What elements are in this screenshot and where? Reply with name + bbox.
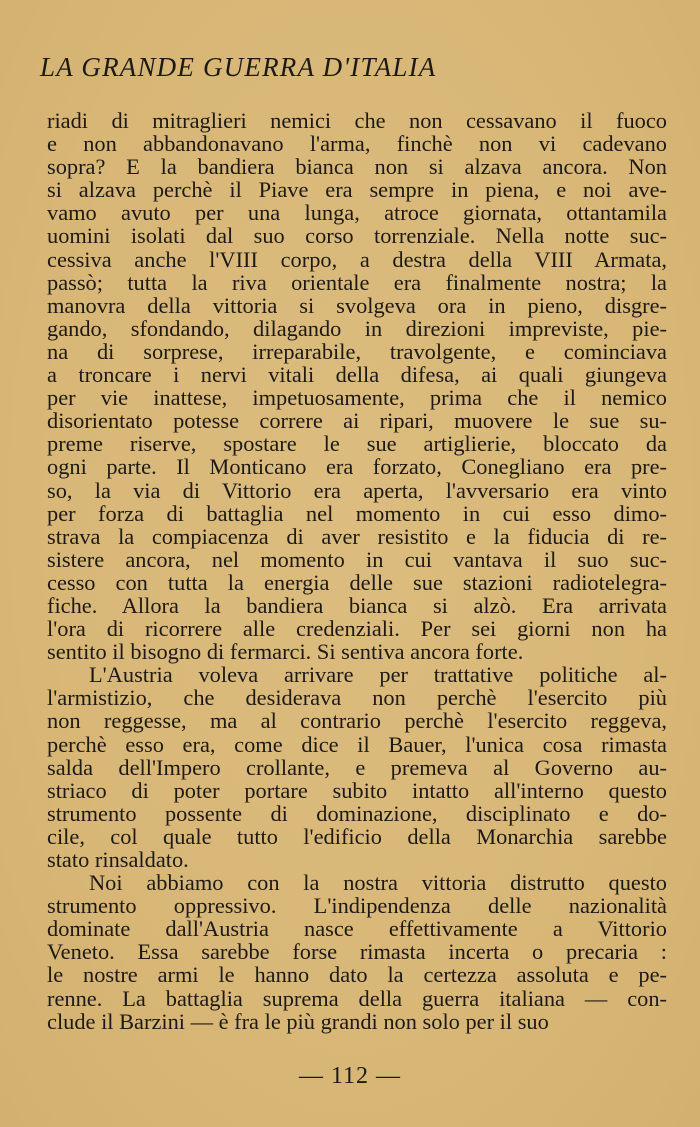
text-line: so, la via di Vittorio era aperta, l'avversario era vinto	[47, 477, 667, 503]
page-number: — 112 —	[298, 1063, 402, 1089]
text-line: si alzava perchè il Piave era sempre in piena, e noi ave-	[47, 177, 667, 203]
text-line: sopra? E la bandiera bianca non si alzava ancora. Non	[47, 154, 667, 180]
text-line: dominate dall'Austria nasce effettivamente a Vittorio	[47, 916, 667, 942]
text-line: passò; tutta la riva orientale era finalmente nostra; la	[47, 269, 667, 295]
text-line: strumento oppressivo. L'indipendenza delle nazionalità	[47, 893, 667, 919]
text-line: perchè esso era, come dice il Bauer, l'unica cosa rimasta	[47, 731, 667, 757]
text-line: riadi di mitraglieri nemici che non cessavano il fuoco	[47, 108, 667, 133]
text-line: fiche. Allora la bandiera bianca si alzò. Era arrivata	[47, 592, 667, 618]
running-head: LA GRANDE GUERRA D'ITALIA	[40, 52, 437, 82]
text-line: striaco di poter portare subito intatto all'interno questo	[47, 777, 667, 803]
text-line: non reggesse, ma al contrario perchè l'esercito reggeva,	[47, 708, 667, 734]
text-line: a troncare i nervi vitali della difesa, ai quali giungeva	[47, 362, 667, 388]
text-line: preme riserve, spostare le sue artiglierie, bloccato da	[47, 431, 667, 457]
text-line: strumento possente di dominazione, disciplinato e do-	[47, 800, 667, 826]
text-line: na di sorprese, irreparabile, travolgente, e cominciava	[47, 338, 667, 364]
text-line: disorientato potesse correre ai ripari, muovere le sue su-	[47, 408, 667, 434]
text-line: uomini isolati dal suo corso torrenziale. Nella notte suc-	[47, 223, 667, 249]
text-line: vamo avuto per una lunga, atroce giornata, ottantamila	[47, 200, 667, 226]
text-line: renne. La battaglia suprema della guerra italiana — con-	[47, 985, 667, 1011]
text-line: salda dell'Impero crollante, e premeva al Governo au-	[47, 754, 667, 780]
text-line: per vie inattese, impetuosamente, prima che il nemico	[47, 385, 667, 411]
paragraph	[47, 663, 667, 871]
body-text	[47, 109, 667, 1033]
text-line: manovra della vittoria si svolgeva ora in pieno, disgre-	[47, 292, 667, 318]
text-line: cile, col quale tutto l'edificio della Monarchia sarebbe	[47, 823, 667, 849]
text-line: l'ora di ricorrere alle credenziali. Per sei giorni non ha	[47, 616, 667, 642]
text-line: sistere ancora, nel momento in cui vantava il suo suc-	[47, 546, 667, 572]
text-line: stato rinsaldato.	[47, 847, 189, 872]
text-line: cesso con tutta la energia delle sue stazioni radiotelegra-	[47, 569, 667, 595]
paragraph	[47, 109, 667, 663]
paragraph	[47, 871, 667, 1033]
text-line: cessiva anche l'VIII corpo, a destra della VIII Armata,	[47, 246, 667, 272]
text-line: L'Austria voleva arrivare per trattative politiche al-	[89, 662, 667, 688]
text-line: sentito il bisogno di fermarci. Si sentiva ancora forte.	[47, 639, 524, 665]
text-line: Veneto. Essa sarebbe forse rimasta incerta o precaria :	[47, 939, 667, 965]
text-line: gando, sfondando, dilagando in direzioni impreviste, pie-	[47, 315, 667, 341]
text-line: le nostre armi le hanno dato la certezza assoluta e pe-	[47, 962, 667, 988]
text-line: strava la compiacenza di aver resistito e la fiducia di re-	[47, 523, 667, 549]
text-line: clude il Barzini — è fra le più grandi non solo per il suo	[47, 1008, 549, 1034]
text-line: per forza di battaglia nel momento in cui esso dimo-	[47, 500, 667, 526]
text-line: ogni parte. Il Monticano era forzato, Conegliano era pre-	[47, 454, 667, 480]
text-line: Noi abbiamo con la nostra vittoria distrutto questo	[89, 870, 667, 896]
text-line: l'armistizio, che desiderava non perchè l'esercito più	[47, 685, 667, 711]
text-line: e non abbandonavano l'arma, finchè non vi cadevano	[47, 131, 667, 157]
